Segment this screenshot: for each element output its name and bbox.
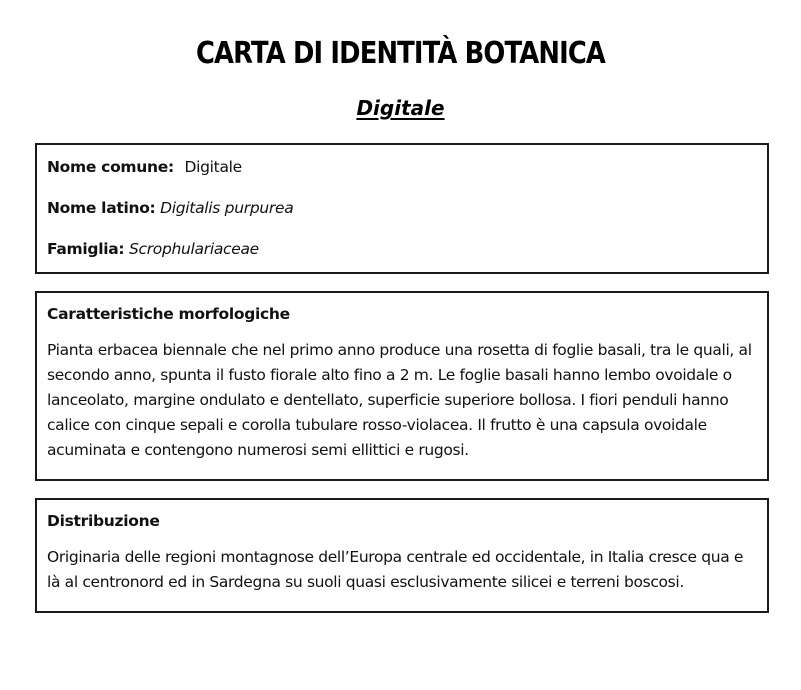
identity-card-box [35, 143, 769, 274]
family-value: Scrophulariaceae [128, 240, 259, 258]
common-name-value: Digitale [184, 158, 242, 176]
distribution-section [35, 498, 769, 613]
page-title: CARTA DI IDENTITÀ BOTANICA [195, 36, 606, 71]
plant-subtitle: Digitale [356, 96, 445, 120]
family-row [47, 239, 757, 259]
common-name-row [47, 157, 757, 177]
morphology-heading: Caratteristiche morfologiche [47, 305, 290, 323]
distribution-text: Originaria delle regioni montagnose dell’Europa centrale ed occidentale, in Italia cresce qua e là al centronord ed in Sardegna su suoli quasi esclusivamente silicei e terreni boscosi. [47, 548, 744, 591]
latin-name-row [47, 198, 757, 218]
common-name-label: Nome comune: [47, 158, 174, 176]
morphology-text: Pianta erbacea biennale che nel primo anno produce una rosetta di foglie basali, tra le quali, al secondo anno, spunta il fusto fiorale alto fino a 2 m. Le foglie basali hanno lembo ovoidale o lanceolato, margine ondulato e dentellato, superficie superiore bollosa. I fiori penduli hanno calice con cinque sepali e corolla tubulare rosso-violacea. Il frutto è una capsula ovoidale acuminata e contengono numerosi semi ellittici e rugosi. [47, 341, 752, 459]
morphology-section [35, 291, 769, 481]
distribution-heading: Distribuzione [47, 512, 160, 530]
latin-name-label: Nome latino: [47, 199, 156, 217]
latin-name-value: Digitalis purpurea [160, 199, 294, 217]
family-label: Famiglia: [47, 240, 125, 258]
